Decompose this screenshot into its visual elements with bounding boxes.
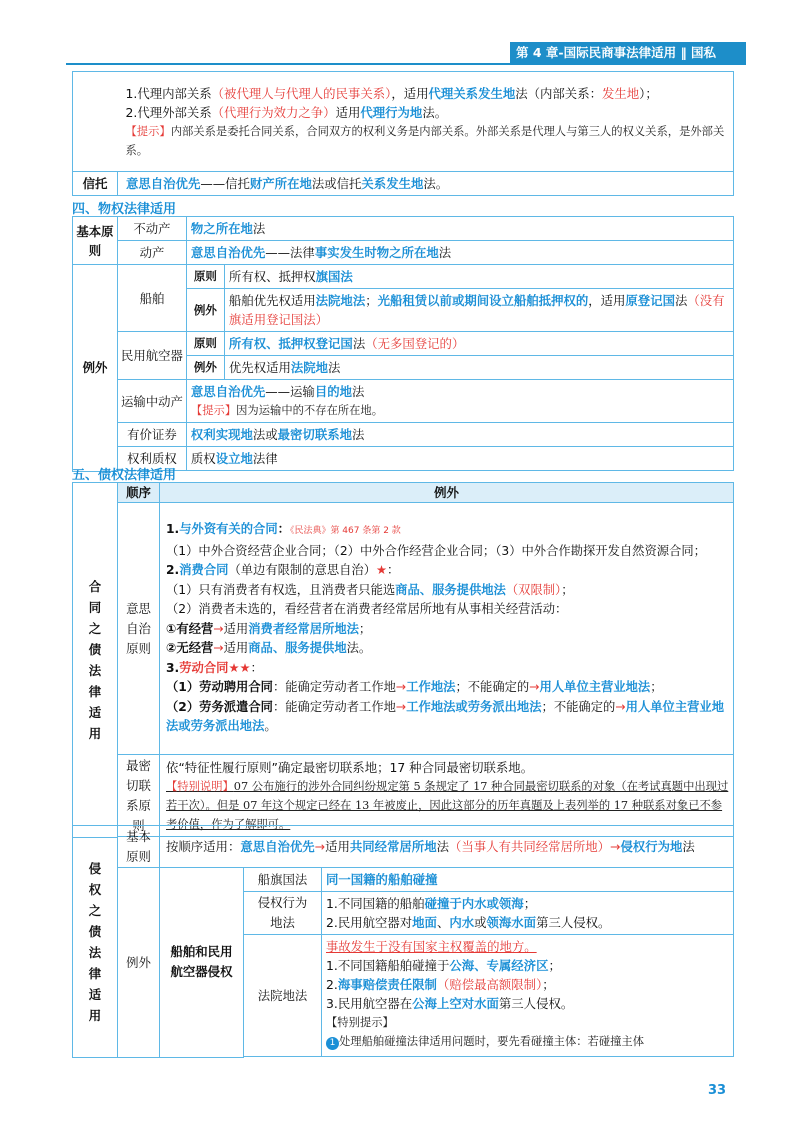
trust-content: 意思自治优先——信托财产所在地法或信托关系发生地法。 <box>118 172 734 196</box>
aircraft-label: 民用航空器 <box>118 332 187 380</box>
agency-line-2: 2.代理外部关系（代理行为效力之争）适用代理行为地法。 <box>125 104 448 120</box>
foreign-contract-types: （1）中外合资经营企业合同；（2）中外合作经营企业合同；（3）中外合作勘探开发自然资源合同； <box>166 543 706 558</box>
agency-line-1: 1.代理内部关系（被代理人与代理人的民事关系），适用代理关系发生地法（内部关系：发生地）； <box>125 85 658 101</box>
agency-tip: 【提示】内部关系是委托合同关系，合同双方的权利义务是内部关系。外部关系是代理人与第三人的权义关系，是外部关系。 <box>125 124 725 157</box>
property-table <box>72 216 734 472</box>
closest-rule: 依“特征性履行原则”确定最密切联系地；17 种合同最密切联系地。 <box>166 759 534 775</box>
transit-label: 运输中动产 <box>118 380 187 423</box>
agency-table <box>72 71 734 196</box>
movable-rule: 意思自治优先——法律事实发生时物之所在地法 <box>186 241 733 265</box>
securities-rule: 权利实现地法或最密切联系地法 <box>186 423 733 447</box>
col-exception-header: 例外 <box>160 483 734 503</box>
right-pledge-rule: 质权设立地法律 <box>186 447 733 471</box>
ship-principle-label: 原则 <box>186 265 224 289</box>
foreign-contract-line: 1.与外资有关的合同：《民法典》第 467 条第 2 款 <box>166 522 401 537</box>
forum-law-rule: 事故发生于没有国家主权覆盖的地方。 1.不同国籍船舶碰撞于公海、专属经济区； 2.海事赔偿责任限制（赔偿最高额限制）； 3.民用航空器在公海上空对水面第三人侵权。 【特别提示】 1 处理船舶碰撞法律适用问题时，要先看碰撞主体：若碰撞主体 <box>322 935 734 1057</box>
right-pledge-label: 权利质权 <box>118 447 187 471</box>
tort-basic-rule: 按顺序适用：意思自治优先→适用共同经常居所地法（当事人有共同经常居所地）→侵权行为地法 <box>160 826 734 868</box>
page-number: 33 <box>708 1083 727 1098</box>
tort-place-label: 侵权行为地法 <box>244 892 322 935</box>
ship-principle-rule: 所有权、抵押权旗国法 <box>224 265 733 289</box>
contract-label: 合同之债法律适用 <box>73 483 118 838</box>
autonomy-content <box>160 503 734 755</box>
basic-principle-label: 基本原则 <box>73 217 118 265</box>
agency-content <box>118 72 734 172</box>
ship-air-tort-label: 船舶和民用航空器侵权 <box>160 868 244 1058</box>
flag-law-label: 船旗国法 <box>244 868 322 892</box>
consumer-contract-line: 2.消费合同（单边有限制的意思自治）★： <box>166 563 400 578</box>
ship-label: 船舶 <box>118 265 187 332</box>
trust-label: 信托 <box>73 172 118 196</box>
forum-tip: 1 处理船舶碰撞法律适用问题时，要先看碰撞主体：若碰撞主体 <box>326 1032 729 1051</box>
immovable-label: 不动产 <box>118 217 187 241</box>
header-rule <box>66 63 746 65</box>
securities-label: 有价证券 <box>118 423 187 447</box>
tort-exception-label: 例外 <box>118 868 160 1058</box>
aircraft-principle-rule: 所有权、抵押权登记国法（无多国登记的） <box>224 332 733 356</box>
forum-tip-label: 【特别提示】 <box>326 1016 394 1029</box>
aircraft-exception-label: 例外 <box>186 356 224 380</box>
flag-law-rule: 同一国籍的船舶碰撞 <box>322 868 734 892</box>
transit-rule: 意思自治优先——运输目的地法 【提示】因为运输中的不存在所在地。 <box>186 380 733 423</box>
chapter-header: 第 4 章-国际民商事法律适用 ‖ 国私 <box>510 42 746 64</box>
special-note: 【特别说明】07 公布施行的涉外合同纠纷规定第 5 条规定了 17 种合同最密切联系的对象（在考试真题中出现过若干次）。但是 07 年这个规定已经在 13 年被废止，因此这部分的历年真题及上表列举的 17 种联系对象已不参考价值，作为了解即可。 <box>166 779 729 831</box>
ship-exception-label: 例外 <box>186 289 224 332</box>
ship-exception-rule: 船舶优先权适用法院地法；光船租赁以前或期间设立船舶抵押权的，适用原登记国法（没有旗适用登记国法） <box>224 289 733 332</box>
tort-place-rule: 1.不同国籍的船舶碰撞于内水或领海； 2.民用航空器对地面、内水或领海水面第三人侵权。 <box>322 892 734 935</box>
agency-empty-cell <box>73 72 118 172</box>
immovable-rule: 物之所在地法 <box>186 217 733 241</box>
obligation-table <box>72 482 734 838</box>
aircraft-exception-rule: 优先权适用法院地法 <box>224 356 733 380</box>
aircraft-principle-label: 原则 <box>186 332 224 356</box>
consumer-line-2: （2）消费者未选的，看经营者在消费者经常居所地有从事相关经营活动： <box>166 602 568 617</box>
labor-contract-line: 3.劳动合同★★： <box>166 660 263 675</box>
tort-table <box>72 825 734 1058</box>
autonomy-label: 意思自治原则 <box>118 503 160 755</box>
col-order-header: 顺序 <box>118 483 160 503</box>
consumer-line-4: ②无经营→适用商品、服务提供地法。 <box>166 641 372 656</box>
labor-line-1: （1）劳动聘用合同：能确定劳动者工作地→工作地法；不能确定的→用人单位主营业地法； <box>166 680 663 695</box>
movable-label: 动产 <box>118 241 187 265</box>
exception-label: 例外 <box>73 265 118 472</box>
closest-label: 最密切联系原则 <box>118 755 160 837</box>
labor-line-2: （2）劳务派遣合同：能确定劳动者工作地→工作地法或劳务派出地法；不能确定的→用人单位主营业地法或劳务派出地法。 <box>166 699 725 734</box>
consumer-line-3: ①有经营→适用消费者经常居所地法； <box>166 621 372 636</box>
forum-law-label: 法院地法 <box>244 935 322 1057</box>
consumer-line-1: （1）只有消费者有权选，且消费者只能选商品、服务提供地法（双限制）； <box>166 582 574 597</box>
section-5-title: 五、债权法律适用 <box>72 468 177 483</box>
section-4-title: 四、物权法律适用 <box>72 202 177 217</box>
forum-condition: 事故发生于没有国家主权覆盖的地方。 <box>326 939 537 954</box>
tort-label: 侵权之债法律适用 <box>73 826 118 1058</box>
tort-basic-label: 基本原则 <box>118 826 160 868</box>
